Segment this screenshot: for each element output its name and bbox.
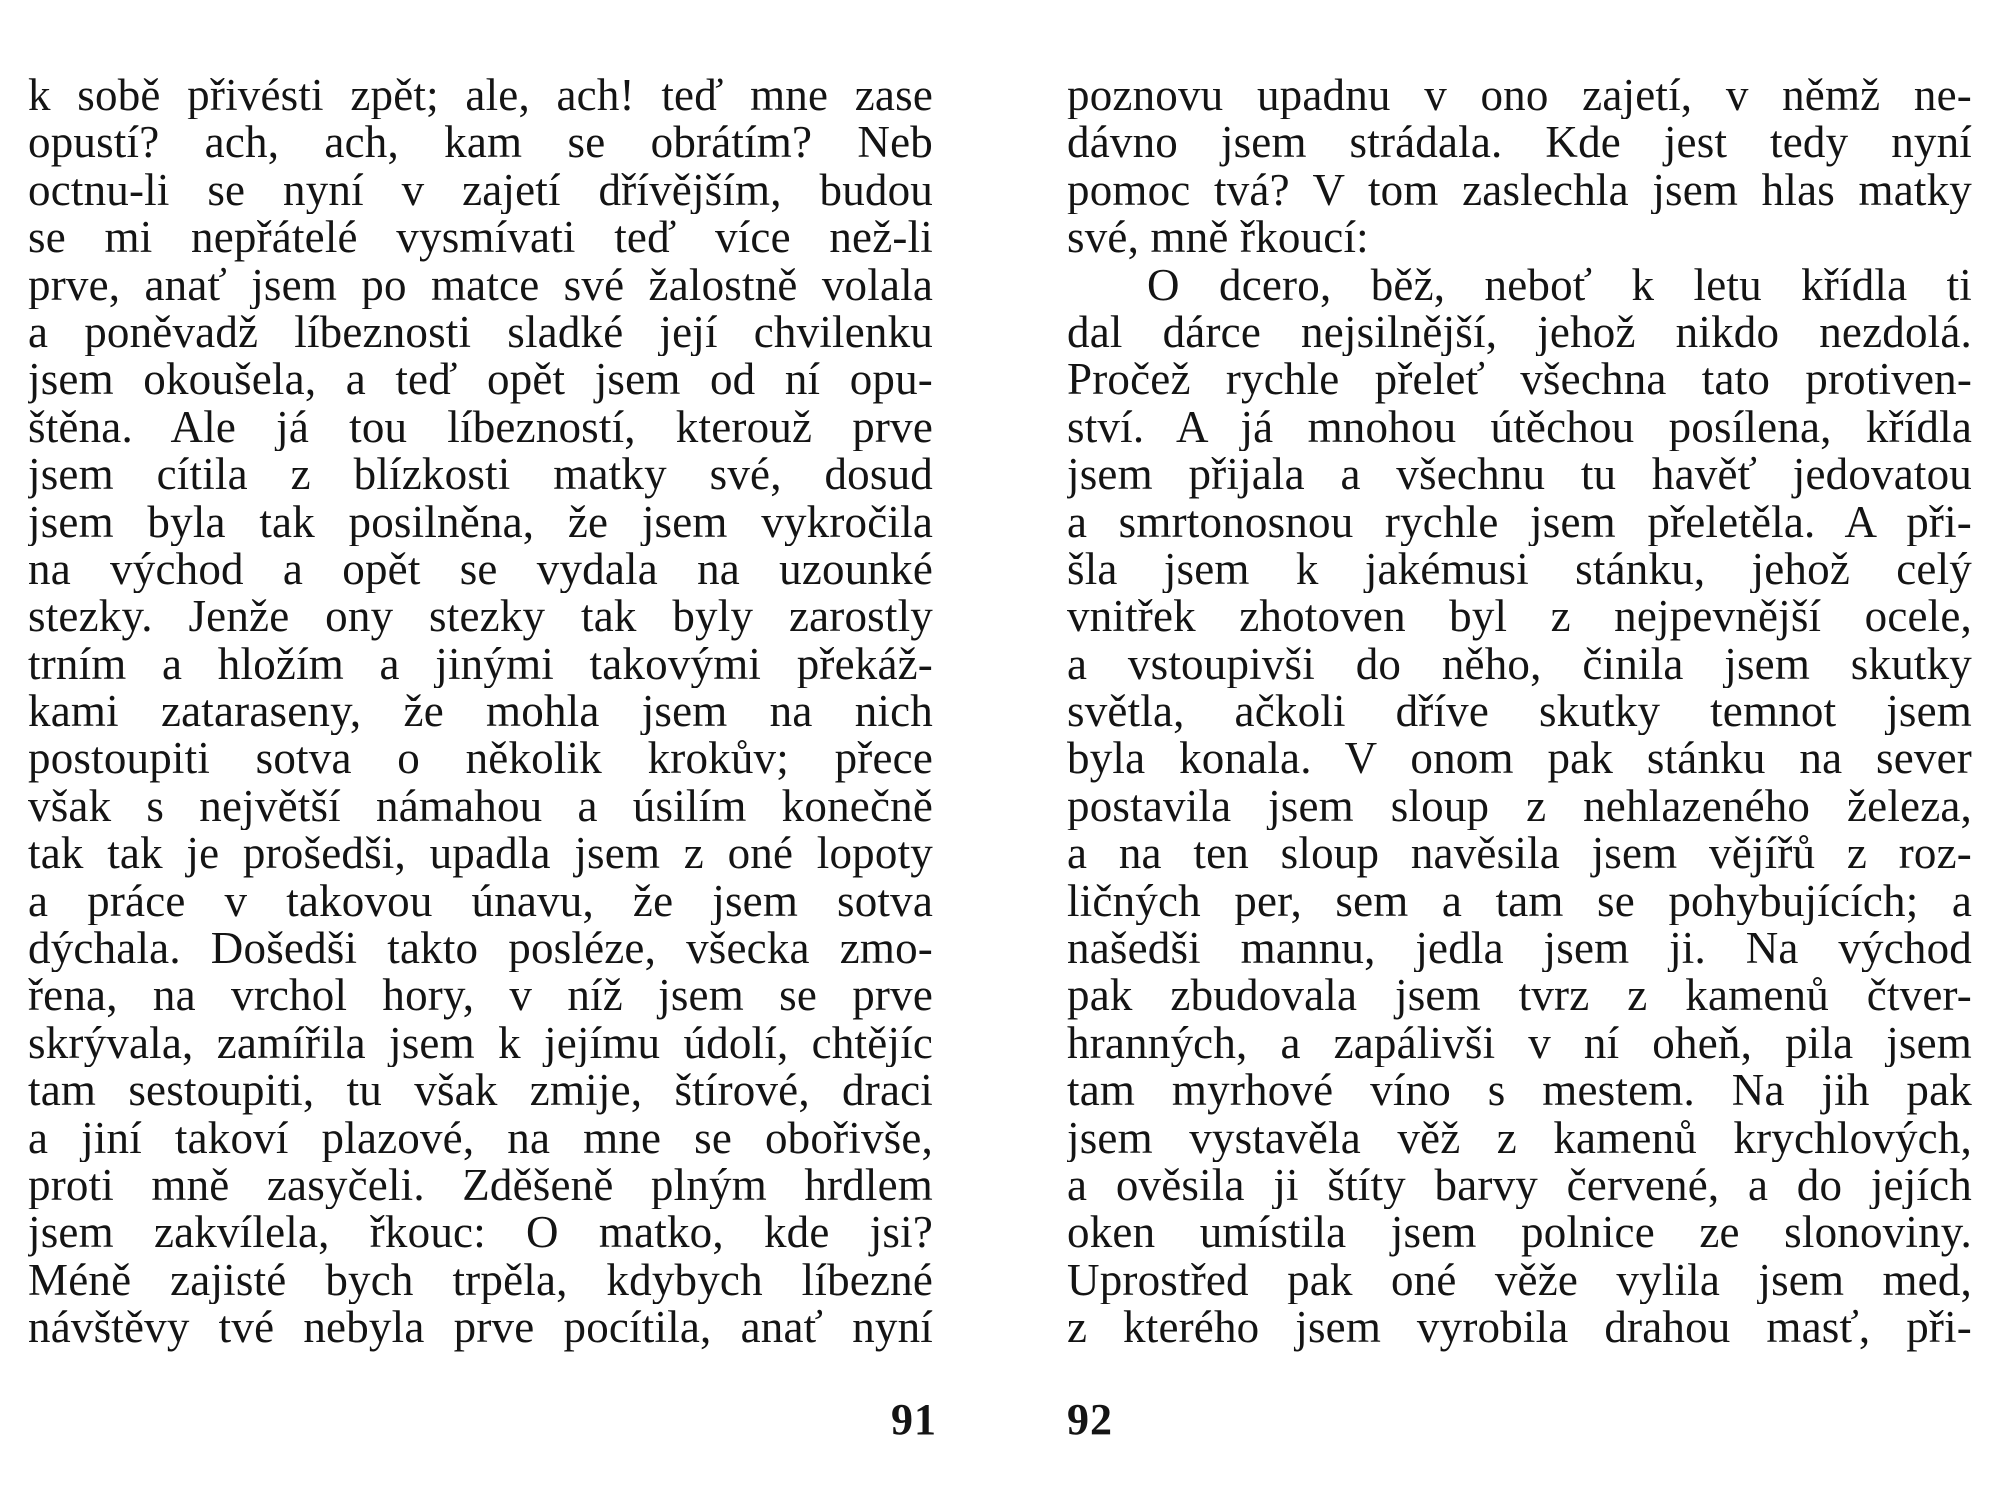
text-line: a práce v takovou únavu, že jsem sotva bbox=[28, 877, 933, 926]
text-line: oken umístila jsem polnice ze slonoviny. bbox=[1067, 1209, 1972, 1257]
text-line: Uprostřed pak oné věže vylila jsem med, bbox=[1067, 1256, 1972, 1305]
right-page bbox=[1067, 72, 1972, 1352]
text-line: dal dárce nejsilnější, jehož nikdo nezdolá. bbox=[1067, 308, 1972, 357]
text-line: proti mně zasyčeli. Zděšeně plným hrdlem bbox=[28, 1161, 933, 1210]
text-line: a vstoupivši do něho, činila jsem skutky bbox=[1067, 640, 1972, 689]
text-line: skrývala, zamířila jsem k jejímu údolí, chtějíc bbox=[28, 1019, 933, 1068]
text-line: O dcero, běž, neboť k letu křídla ti bbox=[1147, 261, 1972, 309]
text-line: postoupiti sotva o několik krokův; přece bbox=[28, 735, 933, 783]
text-line: své, mně řkoucí: bbox=[1067, 214, 1369, 262]
text-line: a na ten sloup navěsila jsem vějířů z roz- bbox=[1067, 830, 1972, 878]
text-line: jsem přijala a všechnu tu havěť jedovatou bbox=[1067, 451, 1972, 499]
text-line: návštěvy tvé nebyla prve pocítila, anať nyní bbox=[28, 1304, 933, 1352]
text-line: pak zbudovala jsem tvrz z kamenů čtver- bbox=[1067, 972, 1972, 1020]
text-line: opustí? ach, ach, kam se obrátím? Neb bbox=[28, 119, 933, 167]
text-line: jsem zakvílela, řkouc: O matko, kde jsi? bbox=[28, 1209, 933, 1257]
text-line: tam sestoupiti, tu však zmije, štírové, draci bbox=[28, 1067, 933, 1115]
text-line: řena, na vrchol hory, v níž jsem se prve bbox=[28, 972, 933, 1020]
text-line: dýchala. Došedši takto posléze, všecka zmo- bbox=[28, 925, 933, 973]
text-line: tam myrhové víno s mestem. Na jih pak bbox=[1067, 1067, 1972, 1115]
text-line: poznovu upadnu v ono zajetí, v němž ne- bbox=[1067, 72, 1972, 120]
text-line: jsem byla tak posilněna, že jsem vykročila bbox=[28, 498, 933, 546]
text-line: jsem cítila z blízkosti matky své, dosud bbox=[28, 451, 933, 499]
text-line: pomoc tvá? V tom zaslechla jsem hlas matky bbox=[1067, 166, 1972, 215]
left-page bbox=[28, 72, 933, 1352]
text-line: vnitřek zhotoven byl z nejpevnější ocele, bbox=[1067, 593, 1972, 641]
text-line: šla jsem k jakémusi stánku, jehož celý bbox=[1067, 545, 1972, 594]
text-line: se mi nepřátelé vysmívati teď více než-li bbox=[28, 214, 933, 262]
text-line: trním a hložím a jinými takovými překáž- bbox=[28, 640, 933, 689]
text-line: a jiní takoví plazové, na mne se obořivše, bbox=[28, 1114, 933, 1162]
text-line: dávno jsem strádala. Kde jest tedy nyní bbox=[1067, 119, 1972, 167]
text-line: z kterého jsem vyrobila drahou masť, při- bbox=[1067, 1304, 1972, 1352]
text-line: však s největší námahou a úsilím konečně bbox=[28, 782, 933, 831]
text-line: a ověsila ji štíty barvy červené, a do jejích bbox=[1067, 1161, 1972, 1210]
page-number-left: 91 bbox=[891, 1395, 937, 1444]
text-line: octnu-li se nyní v zajetí dřívějším, budou bbox=[28, 166, 933, 215]
text-line: ličných per, sem a tam se pohybujících; a bbox=[1067, 877, 1972, 926]
text-line: tak tak je prošedši, upadla jsem z oné lopoty bbox=[28, 830, 933, 878]
text-line: Pročež rychle přeleť všechna tato protiven- bbox=[1067, 356, 1972, 404]
page-number-right: 92 bbox=[1067, 1395, 1113, 1444]
text-line: Méně zajisté bych trpěla, kdybych líbezné bbox=[28, 1256, 933, 1305]
text-line: světla, ačkoli dříve skutky temnot jsem bbox=[1067, 688, 1972, 736]
text-line: ství. A já mnohou útěchou posílena, křídla bbox=[1067, 403, 1972, 452]
text-line: hranných, a zapálivši v ní oheň, pila jsem bbox=[1067, 1019, 1972, 1068]
text-line: našedši mannu, jedla jsem ji. Na východ bbox=[1067, 925, 1972, 973]
text-line: stezky. Jenže ony stezky tak byly zarostly bbox=[28, 593, 933, 641]
text-line: jsem vystavěla věž z kamenů krychlových, bbox=[1067, 1114, 1972, 1162]
text-line: k sobě přivésti zpět; ale, ach! teď mne zase bbox=[28, 72, 933, 120]
text-line: na východ a opět se vydala na uzounké bbox=[28, 545, 933, 594]
text-line: prve, anať jsem po matce své žalostně volala bbox=[28, 261, 933, 309]
text-line: kami zataraseny, že mohla jsem na nich bbox=[28, 688, 933, 736]
text-line: postavila jsem sloup z nehlazeného železa, bbox=[1067, 782, 1972, 831]
text-line: a poněvadž líbeznosti sladké její chvilenku bbox=[28, 308, 933, 357]
text-line: byla konala. V onom pak stánku na sever bbox=[1067, 735, 1972, 783]
text-line: štěna. Ale já tou líbezností, kterouž prve bbox=[28, 403, 933, 452]
text-line: jsem okoušela, a teď opět jsem od ní opu- bbox=[28, 356, 933, 404]
text-line: a smrtonosnou rychle jsem přeletěla. A při- bbox=[1067, 498, 1972, 546]
